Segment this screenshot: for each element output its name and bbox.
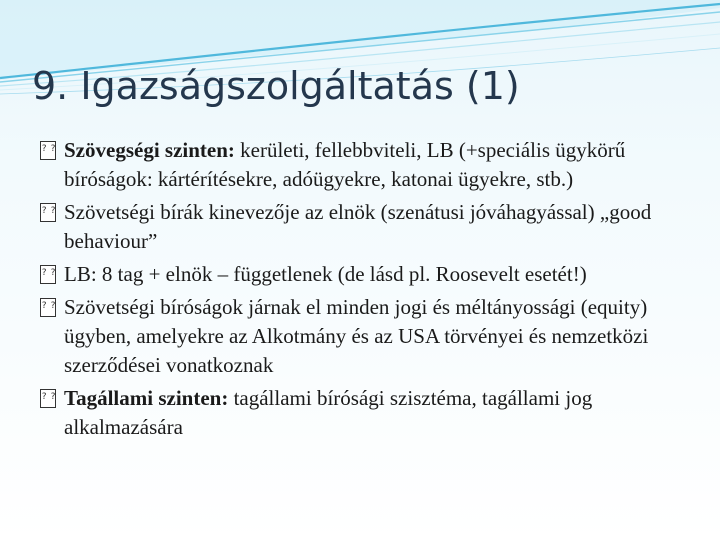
bullet-text: LB: 8 tag + elnök – függetlenek (de lásd pl. Roosevelt esetét!) [64,262,587,286]
list-item [40,136,690,194]
list-item [40,384,690,442]
bullet-list [40,136,690,446]
bullet-text: kerületi, fellebbviteli, LB (+speciális ügykörű bíróságok: kártérítésekre, adóügyekre, katonai ügyekre, stb.) [64,138,626,191]
missing-glyph-box-icon [40,389,56,408]
missing-glyph-box-icon [40,203,56,222]
missing-glyph-box-icon [40,141,56,160]
bullet-text: Szövetségi bírák kinevezője az elnök (szenátusi jóváhagyással) „good behaviour” [64,200,652,253]
page-title: 9. Igazságszolgáltatás (1) [32,64,520,108]
list-item [40,293,690,380]
bullet-bold-lead: Tagállami szinten: [64,386,229,410]
bullet-text: tagállami bírósági szisztéma, tagállami jog alkalmazására [64,386,593,439]
list-item [40,198,690,256]
bullet-text: Szövetségi bíróságok járnak el minden jogi és méltányossági (equity) ügyben, amelyekre az Alkotmány és az USA törvényei és nemzetközi szerződései vonatkoznak [64,295,649,377]
list-item [40,260,690,289]
missing-glyph-box-icon [40,265,56,284]
missing-glyph-box-icon [40,298,56,317]
bullet-bold-lead: Szövegségi szinten: [64,138,235,162]
